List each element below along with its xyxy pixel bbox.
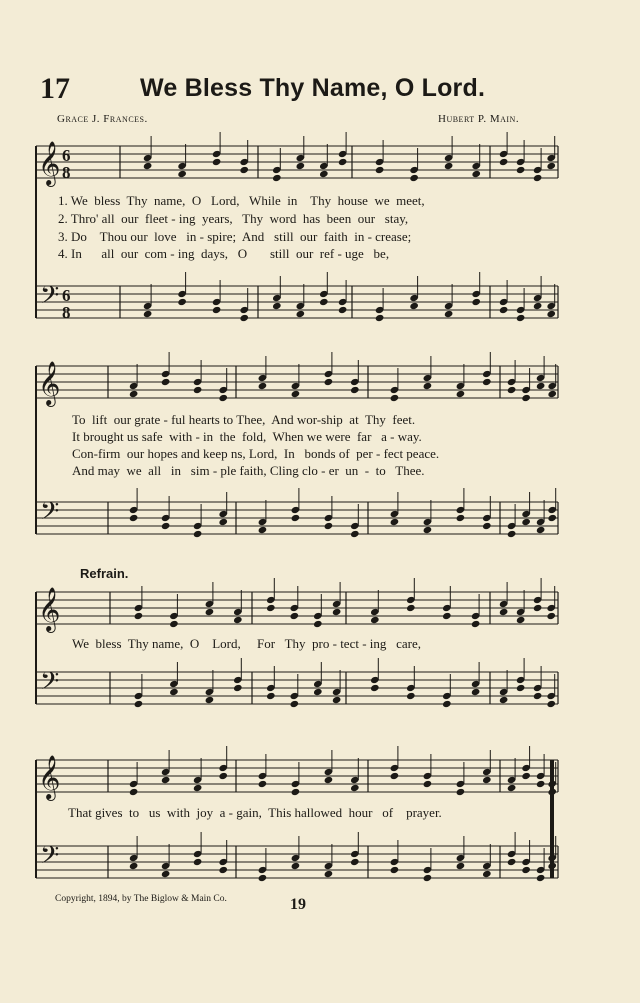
note-head [324, 870, 334, 878]
note-head [547, 390, 557, 398]
note-head [533, 302, 543, 310]
note-head [350, 530, 360, 538]
note-head [319, 170, 329, 178]
note-head [499, 158, 509, 166]
note-head [134, 700, 144, 708]
note-head [258, 874, 268, 882]
note-head [546, 612, 556, 620]
note-head [193, 784, 203, 792]
copyright-notice: Copyright, 1894, by The Biglow & Main Co. [55, 894, 227, 904]
note-head [406, 604, 416, 612]
note-head [266, 604, 276, 612]
verse-3-line-2: Con-firm our hopes and keep ns, Lord, In bonds of per - fect peace. [72, 446, 440, 461]
note-head [521, 518, 531, 526]
note-head [516, 684, 526, 692]
note-head [499, 608, 509, 616]
note-head [291, 514, 301, 522]
note-head [423, 780, 433, 788]
note-head [390, 772, 400, 780]
note-head [547, 514, 557, 522]
bass-clef-icon: 𝄢 [40, 497, 60, 532]
note-head [338, 158, 348, 166]
note-head [258, 526, 268, 534]
note-head [296, 310, 306, 318]
note-head [370, 684, 380, 692]
verse-1-line-1: 1. We bless Thy name, O Lord, While in Thy house we meet, [58, 193, 425, 208]
note-head [456, 862, 466, 870]
time-signature-top: 6 [62, 286, 71, 305]
note-head [444, 162, 454, 170]
note-head [456, 390, 466, 398]
note-head [533, 604, 543, 612]
note-head [442, 612, 452, 620]
note-head [193, 530, 203, 538]
note-head [258, 382, 268, 390]
note-head [134, 612, 144, 620]
note-head [177, 170, 187, 178]
note-head [442, 700, 452, 708]
note-head [471, 688, 481, 696]
note-head [332, 696, 342, 704]
note-head [193, 858, 203, 866]
note-head [546, 162, 556, 170]
note-head [239, 314, 249, 322]
note-head [129, 788, 139, 796]
note-head [239, 166, 249, 174]
note-head [290, 612, 300, 620]
note-head [546, 700, 556, 708]
verse-1-line-2: To lift our grate - ful hearts to Thee, And wor-ship at Thy feet. [72, 412, 416, 427]
note-head [161, 522, 171, 530]
note-head [375, 166, 385, 174]
verse-2-line-1: 2. Thro' all our fleet - ing years, Thy word has been our stay, [58, 211, 409, 226]
note-head [499, 696, 509, 704]
note-head [177, 298, 187, 306]
note-head [290, 700, 300, 708]
note-head [507, 386, 517, 394]
note-head [291, 788, 301, 796]
treble-clef-icon: 𝄞 [38, 587, 61, 631]
verse-2-line-2: It brought us safe with - in the fold, When we were far a - way. [72, 429, 422, 444]
note-head [390, 866, 400, 874]
note-head [233, 684, 243, 692]
note-head [533, 692, 543, 700]
note-head [507, 858, 517, 866]
note-head [169, 688, 179, 696]
note-head [350, 784, 360, 792]
note-head [324, 522, 334, 530]
note-head [129, 862, 139, 870]
page-number: 19 [290, 896, 306, 913]
note-head [370, 616, 380, 624]
note-head [161, 378, 171, 386]
verse-3-line-1: 3. Do Thou our love in - spire; And still our faith in - crease; [58, 229, 412, 244]
note-head [456, 514, 466, 522]
bass-clef-icon: 𝄢 [40, 667, 60, 702]
note-head [332, 608, 342, 616]
note-head [375, 314, 385, 322]
note-head [482, 870, 492, 878]
note-head [390, 394, 400, 402]
note-head [258, 780, 268, 788]
note-head [444, 310, 454, 318]
treble-clef-icon: 𝄞 [38, 141, 61, 185]
note-head [546, 310, 556, 318]
note-head [143, 162, 153, 170]
note-head [516, 166, 526, 174]
note-head [218, 518, 228, 526]
note-head [423, 382, 433, 390]
note-head [482, 378, 492, 386]
note-head [161, 870, 171, 878]
note-head [212, 306, 222, 314]
note-head [218, 866, 228, 874]
note-head [536, 874, 546, 882]
note-head [338, 306, 348, 314]
composer-credit: Hubert P. Main. [438, 113, 520, 125]
lyricist-credit: Grace J. Frances. [57, 113, 148, 125]
note-head [482, 776, 492, 784]
note-head [193, 386, 203, 394]
treble-clef-icon: 𝄞 [38, 755, 61, 799]
note-head [536, 526, 546, 534]
verse-4-line-2: And may we all in sim - ple faith, Cling clo - er un - to Thee. [72, 463, 425, 478]
note-head [205, 608, 215, 616]
note-head [350, 386, 360, 394]
note-head [521, 394, 531, 402]
note-head [218, 772, 228, 780]
note-head [536, 382, 546, 390]
note-head [129, 390, 139, 398]
note-head [319, 298, 329, 306]
note-head [423, 526, 433, 534]
note-head [482, 522, 492, 530]
note-head [313, 620, 323, 628]
verse-4-line-1: 4. In all our com - ing days, O still our ref - uge be, [58, 246, 390, 261]
note-head [350, 858, 360, 866]
note-head [536, 780, 546, 788]
bass-clef-icon: 𝄢 [40, 841, 60, 876]
note-head [499, 306, 509, 314]
note-head [212, 158, 222, 166]
note-head [233, 616, 243, 624]
note-head [521, 866, 531, 874]
note-head [471, 170, 481, 178]
time-signature-bottom: 8 [62, 303, 71, 322]
note-head [161, 776, 171, 784]
note-head [471, 298, 481, 306]
time-signature-bottom: 8 [62, 163, 71, 182]
note-head [313, 688, 323, 696]
note-head [533, 174, 543, 182]
note-head [516, 616, 526, 624]
note-head [507, 530, 517, 538]
note-head [143, 310, 153, 318]
note-head [390, 518, 400, 526]
time-signature-top: 6 [62, 146, 71, 165]
hymn-title: We Bless Thy Name, O Lord. [140, 74, 486, 102]
note-head [324, 776, 334, 784]
note-head [291, 862, 301, 870]
note-head [507, 784, 517, 792]
refrain-lyric-line-1: We bless Thy name, O Lord, For Thy pro - tect - ing care, [72, 636, 422, 651]
note-head [218, 394, 228, 402]
note-head [423, 874, 433, 882]
note-head [129, 514, 139, 522]
hymn-number: 17 [40, 72, 70, 105]
refrain-label: Refrain. [80, 566, 129, 581]
note-head [406, 692, 416, 700]
note-head [324, 378, 334, 386]
note-head [291, 390, 301, 398]
note-head [272, 174, 282, 182]
note-head [266, 692, 276, 700]
note-head [296, 162, 306, 170]
treble-clef-icon: 𝄞 [38, 361, 61, 405]
note-head [205, 696, 215, 704]
note-head [471, 620, 481, 628]
note-head [521, 772, 531, 780]
note-head [409, 302, 419, 310]
note-head [456, 788, 466, 796]
note-head [409, 174, 419, 182]
note-head [169, 620, 179, 628]
refrain-lyric-line-2: That gives to us with joy a - gain, This hallowed hour of prayer. [68, 805, 442, 820]
bass-clef-icon: 𝄢 [40, 281, 60, 316]
note-head [272, 302, 282, 310]
note-head [516, 314, 526, 322]
